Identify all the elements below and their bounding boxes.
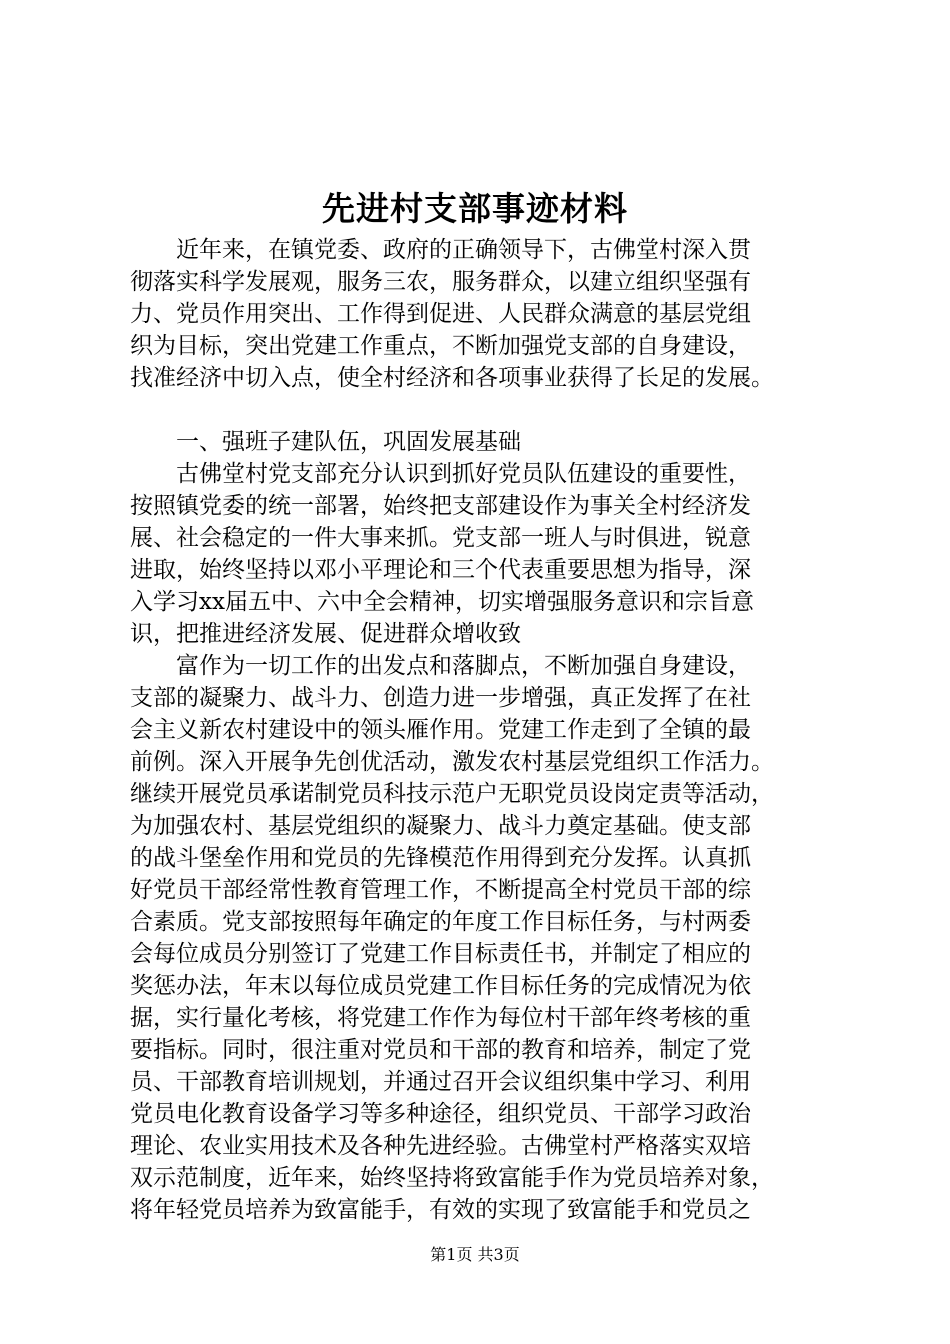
body-line: 按照镇党委的统一部署，始终把支部建设作为事关全村经济发 bbox=[130, 493, 751, 519]
body-line: 近年来，在镇党委、政府的正确领导下，古佛堂村深入贯 bbox=[176, 237, 751, 263]
body-line: 找准经济中切入点，使全村经济和各项事业获得了长足的发展。 bbox=[130, 365, 774, 391]
body-line: 支部的凝聚力、战斗力、创造力进一步增强，真正发挥了在社 bbox=[130, 685, 751, 711]
page-number-footer: 第1页 共3页 bbox=[430, 1245, 520, 1264]
body-line: 奖惩办法，年末以每位成员党建工作目标任务的完成情况为依 bbox=[130, 973, 751, 999]
paragraph-gap bbox=[130, 394, 850, 426]
body-line: 员、干部教育培训规划，并通过召开会议组织集中学习、利用 bbox=[130, 1069, 751, 1095]
body-line: 双示范制度，近年来，始终坚持将致富能手作为党员培养对象， bbox=[130, 1165, 774, 1191]
body-line: 据，实行量化考核，将党建工作作为每位村干部年终考核的重 bbox=[130, 1005, 751, 1031]
body-line: 彻落实科学发展观，服务三农，服务群众，以建立组织坚强有 bbox=[130, 269, 751, 295]
body-line: 进取，始终坚持以邓小平理论和三个代表重要思想为指导，深 bbox=[130, 557, 751, 583]
body-line: 会每位成员分别签订了党建工作目标责任书，并制定了相应的 bbox=[130, 941, 751, 967]
document-title: 先进村支部事迹材料 bbox=[322, 189, 628, 228]
body-line: 识，把推进经济发展、促进群众增收致 bbox=[130, 621, 521, 647]
body-line: 要指标。同时，很注重对党员和干部的教育和培养，制定了党 bbox=[130, 1037, 751, 1063]
body-line: 为加强农村、基层党组织的凝聚力、战斗力奠定基础。使支部 bbox=[130, 813, 751, 839]
body-line: 力、党员作用突出、工作得到促进、人民群众满意的基层党组 bbox=[130, 301, 751, 327]
body-line: 展、社会稳定的一件大事来抓。党支部一班人与时俱进，锐意 bbox=[130, 525, 751, 551]
body-line: 富作为一切工作的出发点和落脚点，不断加强自身建设， bbox=[176, 653, 751, 679]
body-line: 合素质。党支部按照每年确定的年度工作目标任务，与村两委 bbox=[130, 909, 751, 935]
body-line: 继续开展党员承诺制党员科技示范户无职党员设岗定责等活动， bbox=[130, 781, 774, 807]
body-line: 织为目标，突出党建工作重点，不断加强党支部的自身建设， bbox=[130, 333, 751, 359]
body-line: 古佛堂村党支部充分认识到抓好党员队伍建设的重要性， bbox=[176, 461, 751, 487]
body-line: 将年轻党员培养为致富能手，有效的实现了致富能手和党员之 bbox=[130, 1197, 751, 1223]
section-heading: 一、强班子建队伍，巩固发展基础 bbox=[176, 429, 521, 455]
body-line: 理论、农业实用技术及各种先进经验。古佛堂村严格落实双培 bbox=[130, 1133, 751, 1159]
body-line: 前例。深入开展争先创优活动，激发农村基层党组织工作活力。 bbox=[130, 749, 774, 775]
body-line: 会主义新农村建设中的领头雁作用。党建工作走到了全镇的最 bbox=[130, 717, 751, 743]
body-line: 入学习xx届五中、六中全会精神，切实增强服务意识和宗旨意 bbox=[130, 589, 754, 615]
body-line: 好党员干部经常性教育管理工作，不断提高全村党员干部的综 bbox=[130, 877, 751, 903]
body-line: 的战斗堡垒作用和党员的先锋模范作用得到充分发挥。认真抓 bbox=[130, 845, 751, 871]
body-line: 党员电化教育设备学习等多种途径，组织党员、干部学习政治 bbox=[130, 1101, 751, 1127]
document-body bbox=[130, 234, 850, 1226]
